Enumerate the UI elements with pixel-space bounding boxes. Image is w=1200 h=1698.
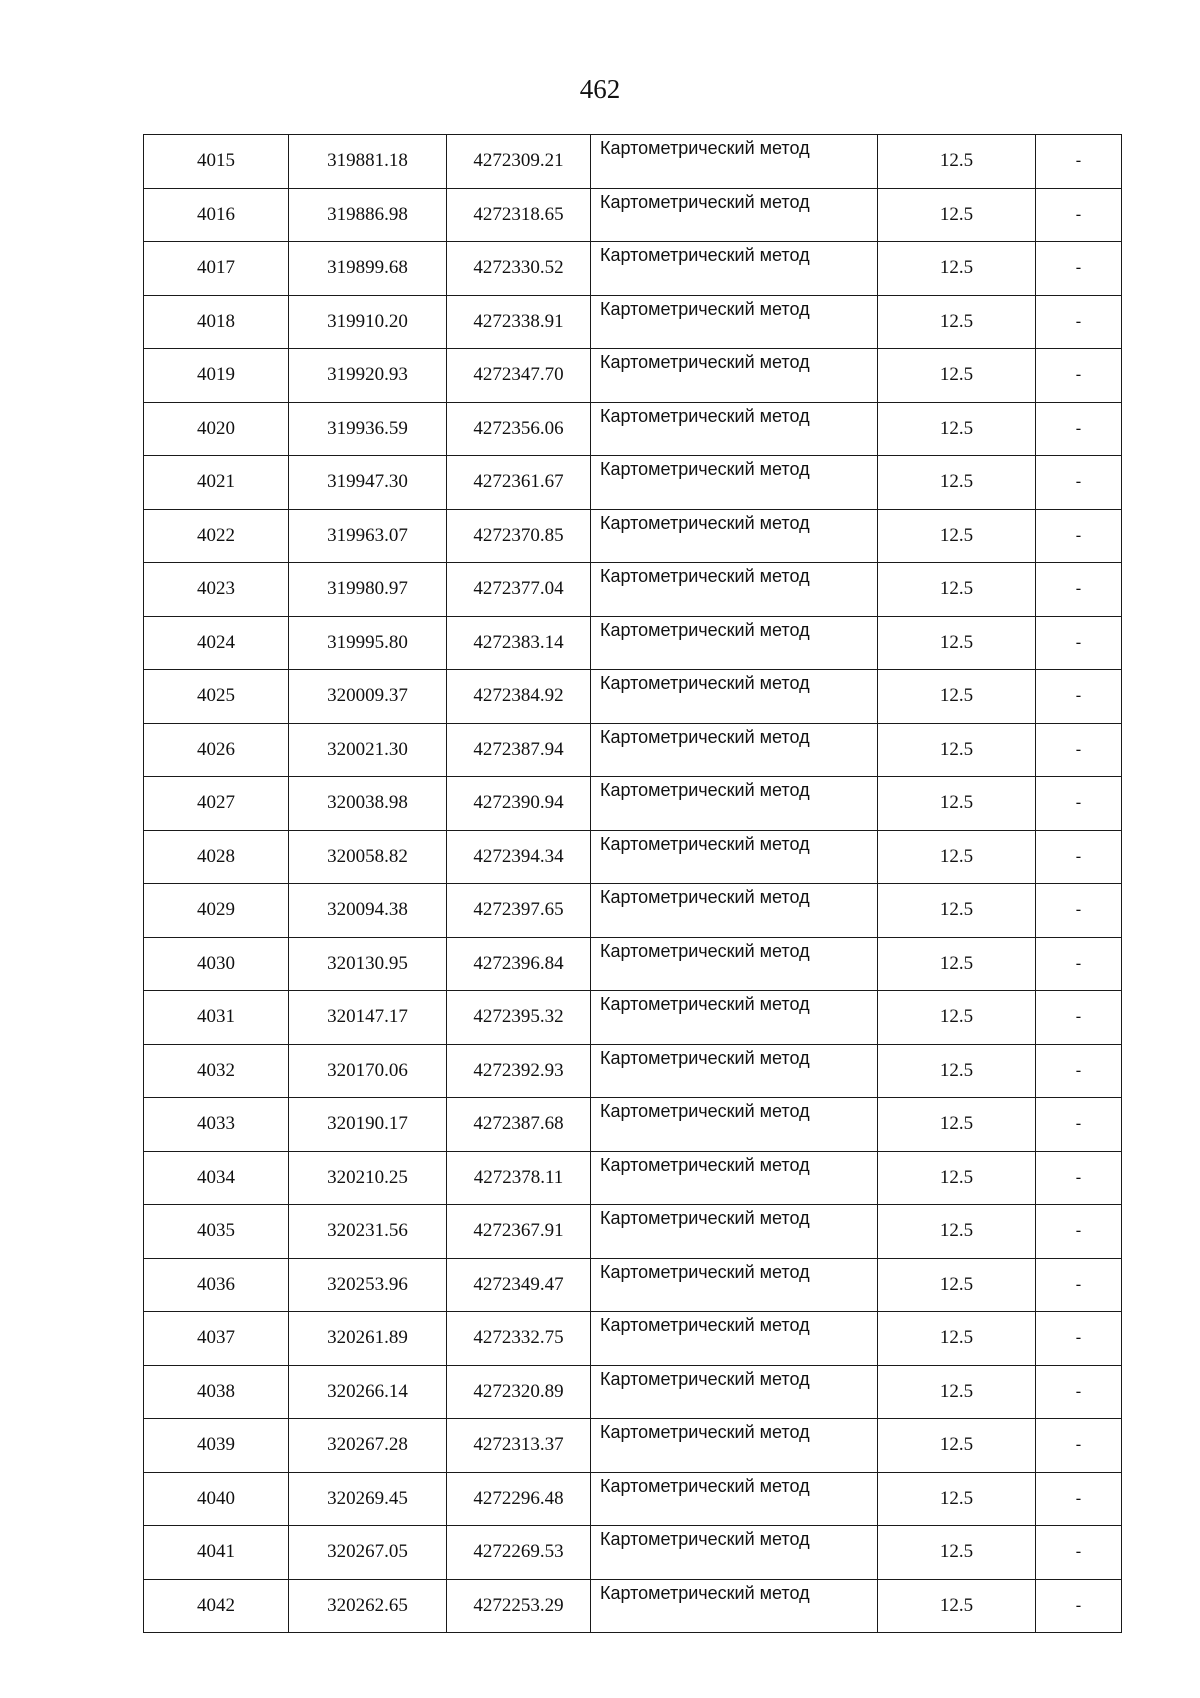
x-coordinate-cell: 319910.20: [289, 295, 447, 349]
point-number-cell: 4022: [144, 509, 289, 563]
x-coordinate-cell: 320210.25: [289, 1151, 447, 1205]
note-cell: -: [1036, 1205, 1122, 1259]
table-row: [144, 1526, 1122, 1580]
table-row: [144, 1151, 1122, 1205]
y-coordinate-cell: 4272397.65: [447, 884, 591, 938]
x-coordinate-cell: 320190.17: [289, 1098, 447, 1152]
table-row: [144, 777, 1122, 831]
method-cell: Картометрический метод: [591, 937, 878, 991]
method-cell: Картометрический метод: [591, 1526, 878, 1580]
method-cell: Картометрический метод: [591, 670, 878, 724]
note-cell: -: [1036, 723, 1122, 777]
point-number-cell: 4026: [144, 723, 289, 777]
note-cell: -: [1036, 349, 1122, 403]
x-coordinate-cell: 320267.05: [289, 1526, 447, 1580]
accuracy-cell: 12.5: [878, 135, 1036, 189]
x-coordinate-cell: 319899.68: [289, 242, 447, 296]
accuracy-cell: 12.5: [878, 777, 1036, 831]
coordinates-table: [143, 134, 1122, 1633]
method-cell: Картометрический метод: [591, 295, 878, 349]
note-cell: -: [1036, 1098, 1122, 1152]
note-cell: -: [1036, 777, 1122, 831]
point-number-cell: 4034: [144, 1151, 289, 1205]
x-coordinate-cell: 319947.30: [289, 456, 447, 510]
table-body: [144, 135, 1122, 1633]
table-row: [144, 1098, 1122, 1152]
method-cell: Картометрический метод: [591, 1472, 878, 1526]
table-row: [144, 937, 1122, 991]
y-coordinate-cell: 4272330.52: [447, 242, 591, 296]
accuracy-cell: 12.5: [878, 991, 1036, 1045]
note-cell: -: [1036, 670, 1122, 724]
note-cell: -: [1036, 402, 1122, 456]
note-cell: -: [1036, 509, 1122, 563]
y-coordinate-cell: 4272378.11: [447, 1151, 591, 1205]
x-coordinate-cell: 319936.59: [289, 402, 447, 456]
x-coordinate-cell: 320130.95: [289, 937, 447, 991]
accuracy-cell: 12.5: [878, 937, 1036, 991]
note-cell: -: [1036, 1365, 1122, 1419]
table-row: [144, 830, 1122, 884]
table-row: [144, 616, 1122, 670]
method-cell: Картометрический метод: [591, 1312, 878, 1366]
table-row: [144, 1205, 1122, 1259]
method-cell: Картометрический метод: [591, 402, 878, 456]
point-number-cell: 4019: [144, 349, 289, 403]
point-number-cell: 4033: [144, 1098, 289, 1152]
y-coordinate-cell: 4272332.75: [447, 1312, 591, 1366]
y-coordinate-cell: 4272347.70: [447, 349, 591, 403]
accuracy-cell: 12.5: [878, 349, 1036, 403]
method-cell: Картометрический метод: [591, 1365, 878, 1419]
y-coordinate-cell: 4272269.53: [447, 1526, 591, 1580]
point-number-cell: 4035: [144, 1205, 289, 1259]
y-coordinate-cell: 4272370.85: [447, 509, 591, 563]
y-coordinate-cell: 4272349.47: [447, 1258, 591, 1312]
x-coordinate-cell: 320038.98: [289, 777, 447, 831]
accuracy-cell: 12.5: [878, 616, 1036, 670]
note-cell: -: [1036, 1526, 1122, 1580]
note-cell: -: [1036, 295, 1122, 349]
x-coordinate-cell: 320147.17: [289, 991, 447, 1045]
table-row: [144, 1044, 1122, 1098]
accuracy-cell: 12.5: [878, 1098, 1036, 1152]
method-cell: Картометрический метод: [591, 1151, 878, 1205]
accuracy-cell: 12.5: [878, 1258, 1036, 1312]
table-row: [144, 509, 1122, 563]
method-cell: Картометрический метод: [591, 349, 878, 403]
note-cell: -: [1036, 1044, 1122, 1098]
table-row: [144, 1365, 1122, 1419]
method-cell: Картометрический метод: [591, 242, 878, 296]
accuracy-cell: 12.5: [878, 188, 1036, 242]
y-coordinate-cell: 4272395.32: [447, 991, 591, 1045]
point-number-cell: 4036: [144, 1258, 289, 1312]
table-row: [144, 456, 1122, 510]
y-coordinate-cell: 4272313.37: [447, 1419, 591, 1473]
accuracy-cell: 12.5: [878, 509, 1036, 563]
method-cell: Картометрический метод: [591, 1258, 878, 1312]
method-cell: Картометрический метод: [591, 509, 878, 563]
accuracy-cell: 12.5: [878, 1365, 1036, 1419]
method-cell: Картометрический метод: [591, 884, 878, 938]
method-cell: Картометрический метод: [591, 456, 878, 510]
method-cell: Картометрический метод: [591, 135, 878, 189]
x-coordinate-cell: 319995.80: [289, 616, 447, 670]
y-coordinate-cell: 4272387.94: [447, 723, 591, 777]
x-coordinate-cell: 319886.98: [289, 188, 447, 242]
y-coordinate-cell: 4272392.93: [447, 1044, 591, 1098]
point-number-cell: 4015: [144, 135, 289, 189]
table-row: [144, 135, 1122, 189]
y-coordinate-cell: 4272384.92: [447, 670, 591, 724]
note-cell: -: [1036, 937, 1122, 991]
point-number-cell: 4027: [144, 777, 289, 831]
page-number: 462: [579, 74, 621, 104]
y-coordinate-cell: 4272361.67: [447, 456, 591, 510]
point-number-cell: 4016: [144, 188, 289, 242]
note-cell: -: [1036, 830, 1122, 884]
x-coordinate-cell: 319980.97: [289, 563, 447, 617]
table-row: [144, 670, 1122, 724]
accuracy-cell: 12.5: [878, 830, 1036, 884]
accuracy-cell: 12.5: [878, 563, 1036, 617]
point-number-cell: 4037: [144, 1312, 289, 1366]
x-coordinate-cell: 320261.89: [289, 1312, 447, 1366]
table-row: [144, 1419, 1122, 1473]
table-row: [144, 1258, 1122, 1312]
y-coordinate-cell: 4272367.91: [447, 1205, 591, 1259]
method-cell: Картометрический метод: [591, 1205, 878, 1259]
accuracy-cell: 12.5: [878, 723, 1036, 777]
table-row: [144, 242, 1122, 296]
x-coordinate-cell: 320262.65: [289, 1579, 447, 1633]
accuracy-cell: 12.5: [878, 1044, 1036, 1098]
table-row: [144, 563, 1122, 617]
accuracy-cell: 12.5: [878, 1472, 1036, 1526]
note-cell: -: [1036, 242, 1122, 296]
x-coordinate-cell: 319920.93: [289, 349, 447, 403]
point-number-cell: 4039: [144, 1419, 289, 1473]
method-cell: Картометрический метод: [591, 777, 878, 831]
method-cell: Картометрический метод: [591, 188, 878, 242]
y-coordinate-cell: 4272253.29: [447, 1579, 591, 1633]
x-coordinate-cell: 320058.82: [289, 830, 447, 884]
y-coordinate-cell: 4272338.91: [447, 295, 591, 349]
note-cell: -: [1036, 991, 1122, 1045]
accuracy-cell: 12.5: [878, 670, 1036, 724]
point-number-cell: 4021: [144, 456, 289, 510]
y-coordinate-cell: 4272320.89: [447, 1365, 591, 1419]
point-number-cell: 4017: [144, 242, 289, 296]
y-coordinate-cell: 4272394.34: [447, 830, 591, 884]
accuracy-cell: 12.5: [878, 884, 1036, 938]
method-cell: Картометрический метод: [591, 1044, 878, 1098]
x-coordinate-cell: 320094.38: [289, 884, 447, 938]
accuracy-cell: 12.5: [878, 1526, 1036, 1580]
note-cell: -: [1036, 884, 1122, 938]
x-coordinate-cell: 319881.18: [289, 135, 447, 189]
point-number-cell: 4020: [144, 402, 289, 456]
x-coordinate-cell: 319963.07: [289, 509, 447, 563]
table-row: [144, 723, 1122, 777]
accuracy-cell: 12.5: [878, 1151, 1036, 1205]
method-cell: Картометрический метод: [591, 1098, 878, 1152]
table-row: [144, 349, 1122, 403]
note-cell: -: [1036, 188, 1122, 242]
point-number-cell: 4040: [144, 1472, 289, 1526]
note-cell: -: [1036, 1472, 1122, 1526]
y-coordinate-cell: 4272356.06: [447, 402, 591, 456]
note-cell: -: [1036, 563, 1122, 617]
accuracy-cell: 12.5: [878, 242, 1036, 296]
note-cell: -: [1036, 1151, 1122, 1205]
table-row: [144, 1472, 1122, 1526]
y-coordinate-cell: 4272309.21: [447, 135, 591, 189]
y-coordinate-cell: 4272387.68: [447, 1098, 591, 1152]
y-coordinate-cell: 4272396.84: [447, 937, 591, 991]
method-cell: Картометрический метод: [591, 616, 878, 670]
y-coordinate-cell: 4272296.48: [447, 1472, 591, 1526]
method-cell: Картометрический метод: [591, 563, 878, 617]
method-cell: Картометрический метод: [591, 1579, 878, 1633]
accuracy-cell: 12.5: [878, 456, 1036, 510]
table-row: [144, 402, 1122, 456]
accuracy-cell: 12.5: [878, 1312, 1036, 1366]
point-number-cell: 4032: [144, 1044, 289, 1098]
accuracy-cell: 12.5: [878, 1419, 1036, 1473]
x-coordinate-cell: 320253.96: [289, 1258, 447, 1312]
x-coordinate-cell: 320269.45: [289, 1472, 447, 1526]
point-number-cell: 4024: [144, 616, 289, 670]
note-cell: -: [1036, 135, 1122, 189]
point-number-cell: 4023: [144, 563, 289, 617]
x-coordinate-cell: 320267.28: [289, 1419, 447, 1473]
x-coordinate-cell: 320021.30: [289, 723, 447, 777]
x-coordinate-cell: 320009.37: [289, 670, 447, 724]
point-number-cell: 4041: [144, 1526, 289, 1580]
method-cell: Картометрический метод: [591, 723, 878, 777]
table-row: [144, 295, 1122, 349]
y-coordinate-cell: 4272377.04: [447, 563, 591, 617]
table-row: [144, 1579, 1122, 1633]
note-cell: -: [1036, 456, 1122, 510]
point-number-cell: 4028: [144, 830, 289, 884]
note-cell: -: [1036, 1258, 1122, 1312]
point-number-cell: 4031: [144, 991, 289, 1045]
table-row: [144, 884, 1122, 938]
note-cell: -: [1036, 616, 1122, 670]
accuracy-cell: 12.5: [878, 1205, 1036, 1259]
accuracy-cell: 12.5: [878, 295, 1036, 349]
y-coordinate-cell: 4272318.65: [447, 188, 591, 242]
point-number-cell: 4025: [144, 670, 289, 724]
note-cell: -: [1036, 1312, 1122, 1366]
method-cell: Картометрический метод: [591, 830, 878, 884]
y-coordinate-cell: 4272390.94: [447, 777, 591, 831]
point-number-cell: 4029: [144, 884, 289, 938]
point-number-cell: 4030: [144, 937, 289, 991]
point-number-cell: 4042: [144, 1579, 289, 1633]
method-cell: Картометрический метод: [591, 1419, 878, 1473]
x-coordinate-cell: 320170.06: [289, 1044, 447, 1098]
note-cell: -: [1036, 1579, 1122, 1633]
x-coordinate-cell: 320231.56: [289, 1205, 447, 1259]
table-row: [144, 188, 1122, 242]
accuracy-cell: 12.5: [878, 1579, 1036, 1633]
method-cell: Картометрический метод: [591, 991, 878, 1045]
accuracy-cell: 12.5: [878, 402, 1036, 456]
point-number-cell: 4018: [144, 295, 289, 349]
table-row: [144, 991, 1122, 1045]
note-cell: -: [1036, 1419, 1122, 1473]
point-number-cell: 4038: [144, 1365, 289, 1419]
table-row: [144, 1312, 1122, 1366]
x-coordinate-cell: 320266.14: [289, 1365, 447, 1419]
y-coordinate-cell: 4272383.14: [447, 616, 591, 670]
